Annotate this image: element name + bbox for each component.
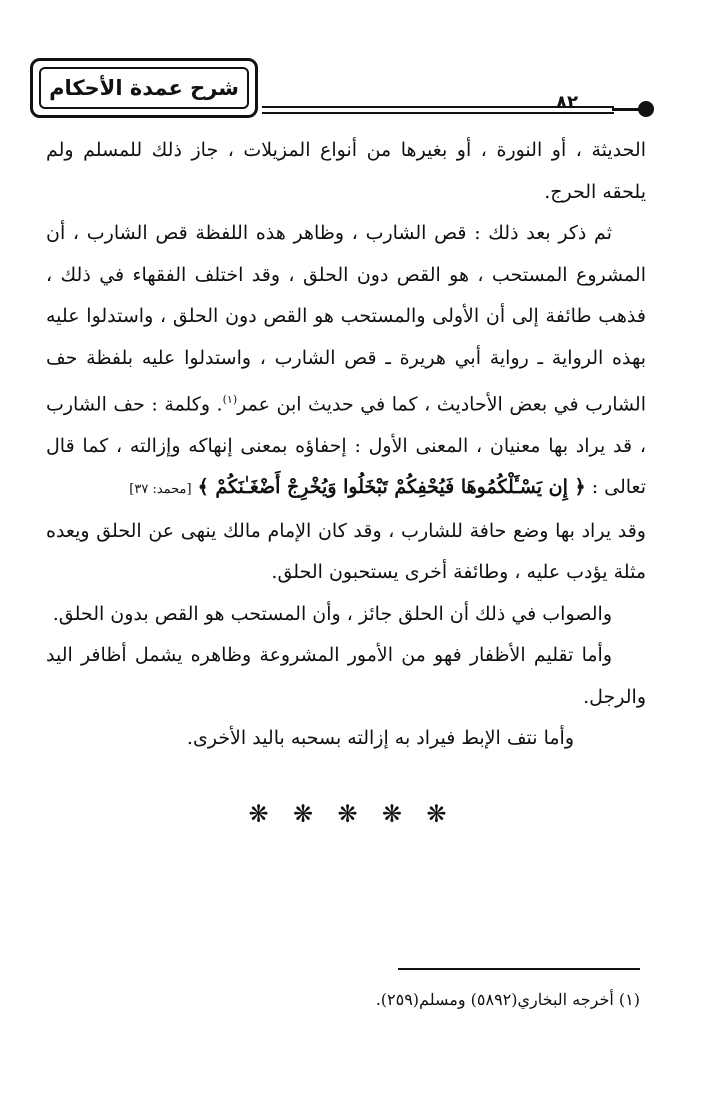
footnote-rule — [398, 968, 640, 970]
footnote-marker[interactable]: (١) — [222, 393, 238, 406]
section-divider-stars: ❋ ❋ ❋ ❋ ❋ — [248, 800, 455, 828]
page-number: ٨٢ — [556, 92, 578, 113]
paragraph-1: الحديثة ، أو النورة ، أو بغيرها من أنواع المزيلات ، جاز ذلك للمسلم ولم يلحقه الحرج. — [46, 139, 646, 203]
header-title: شرح عمدة الأحكام — [49, 76, 239, 100]
paragraph-2-text: ثم ذكر بعد ذلك : قص الشارب ، وظاهر هذه اللفظة قص الشارب ، أن المشروع المستحب ، هو القص دون الحلق ، وقد اختلف الفقهاء في ذلك ، فذهب طائفة إلى أن الأولى والمستحب هو القص دون الحلق ، واستدلوا عليه بهذه الرواية ـ رواية أبي هريرة ـ قص الشارب ، واستدلوا عليه بلفظة حف الشارب في بعض الأحاديث ، كما في حديث ابن عمر — [46, 222, 646, 416]
header-title-inner-frame — [39, 67, 249, 109]
paragraph-6: وأما نتف الإبط فيراد به إزالته بسحبه باليد الأخرى. — [186, 727, 574, 750]
quran-verse: ﴿ إِن يَسْـَٔلْكُمُوهَا فَيُحْفِكُمْ تَبْخَلُوا وَيُخْرِجْ أَضْغَـٰنَكُمْ ﴾ — [197, 476, 586, 499]
paragraph-4: والصواب في ذلك أن الحلق جائز ، وأن المستحب هو القص بدون الحلق. — [52, 602, 612, 625]
header-title-frame — [30, 58, 258, 118]
paragraph-5: وأما تقليم الأظفار فهو من الأمور المشروعة وظاهره يشمل أظافر اليد والرجل. — [46, 644, 646, 708]
header-ornament-dot — [638, 101, 654, 117]
paragraph-2 — [46, 213, 646, 511]
verse-reference: [محمد: ٣٧] — [129, 482, 192, 498]
footnote-text: (١) أخرجه البخاري(٥٨٩٢) ومسلم(٢٥٩). — [375, 990, 640, 1009]
paragraph-2-continued: . وكلمة : حف الشارب ، قد يراد بها معنيان ، المعنى الأول : إحفاؤه بمعنى إنهاكه وإزالته ، كما قال تعالى : — [46, 393, 646, 499]
main-text — [46, 130, 646, 760]
paragraph-3: وقد يراد بها وضع حافة للشارب ، وقد كان الإمام مالك ينهى عن الحلق ويعده مثلة يؤدب عليه ، وطائفة أخرى يستحبون الحلق. — [46, 519, 646, 584]
